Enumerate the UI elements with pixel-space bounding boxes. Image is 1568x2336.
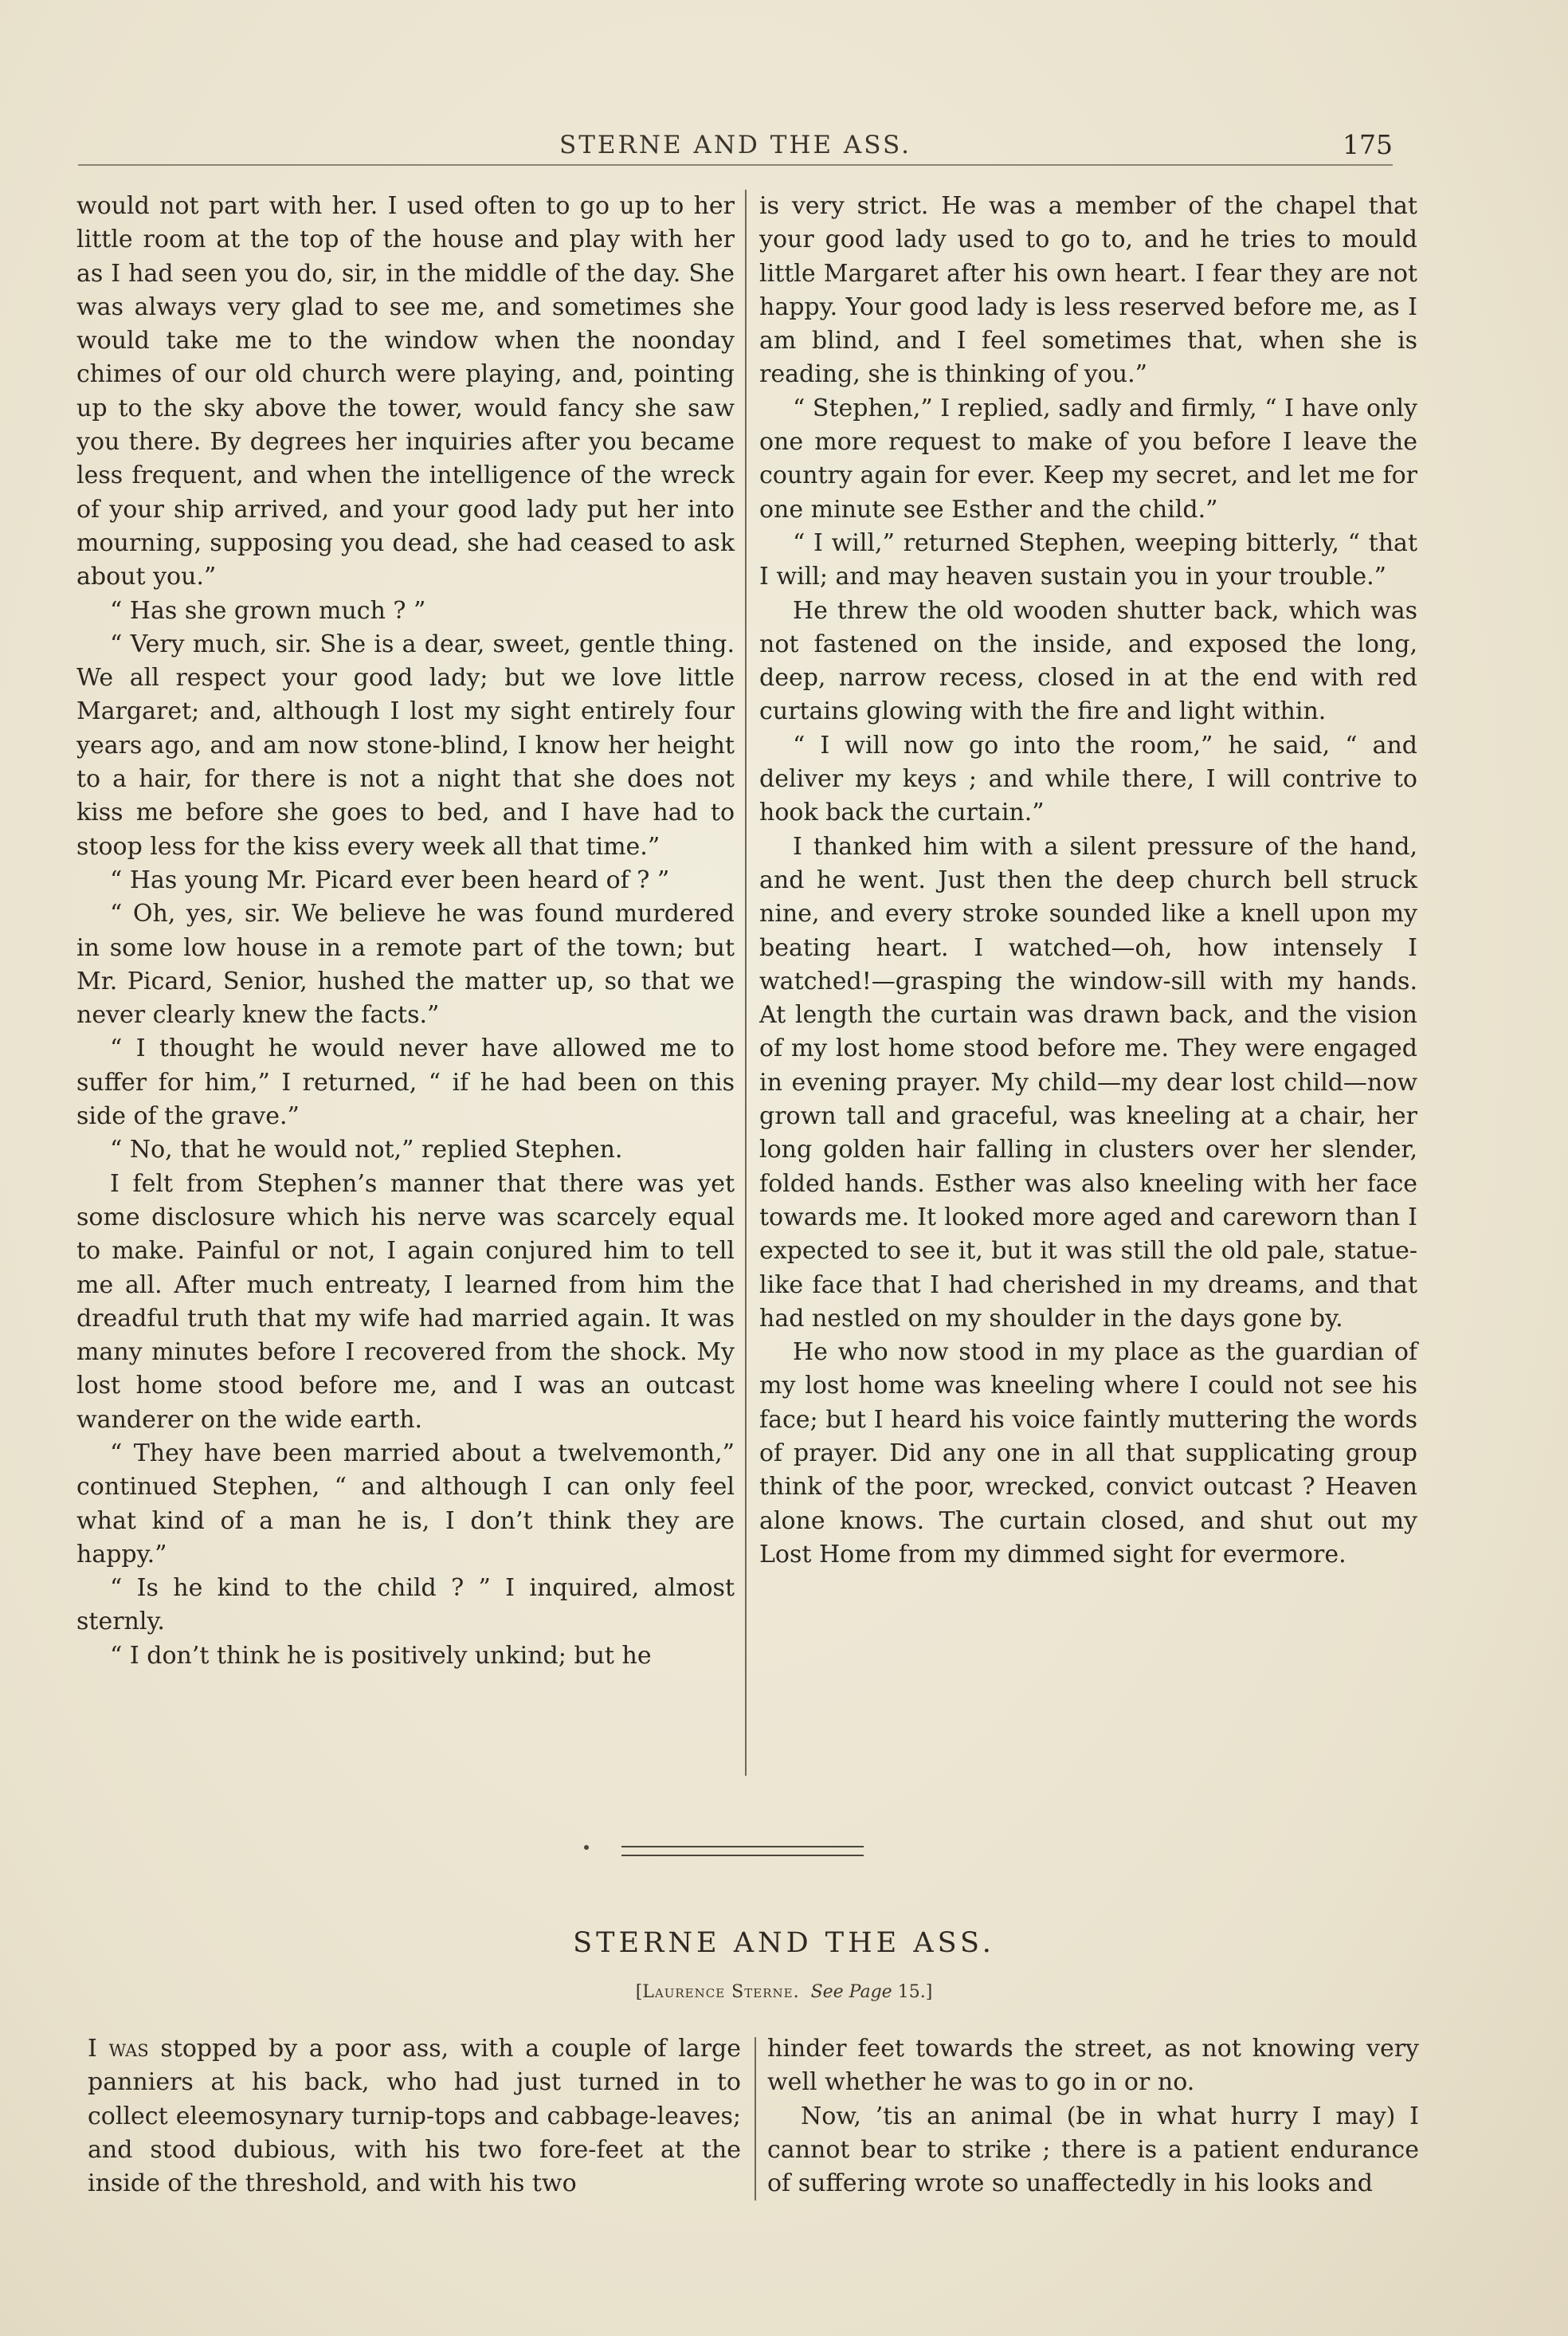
attribution-page: 15.]	[897, 1982, 933, 2002]
right-column	[759, 190, 1417, 1572]
paragraph: “ They have been married about a twelvemonth,” continued Stephen, “ and although I can only feel what kind of a man he is, I don’t think they are happy.”	[76, 1439, 735, 1568]
paragraph: He threw the old wooden shutter back, which was not fastened on the inside, and exposed the long, deep, narrow recess, closed in at the end with red curtains glowing with the fire and light within.	[759, 596, 1417, 726]
lead-text: stopped by a poor ass, with a couple of large panniers at his back, who had just turned in to collect eleemosynary turnip-tops and cabbage-leaves; and stood dubious, with his two fore-feet at the inside of the threshold, and with his two	[88, 2035, 741, 2198]
article-left-column	[88, 2032, 741, 2201]
paragraph: I felt from Stephen’s manner that there was yet some disclosure which his nerve was scarcely equal to make. Painful or not, I again conjured him to tell me all. After much entreaty, I learned from him the dreadful truth that my wife had married again. It was many minutes before I recovered from the shock. My lost home stood before me, and I was an outcast wanderer on the wide earth.	[76, 1169, 735, 1434]
paragraph: hinder feet towards the street, as not knowing very well whether he was to go in or no.	[767, 2035, 1419, 2097]
article-title: STERNE AND THE ASS.	[573, 1927, 995, 1959]
separator-dot	[584, 1845, 589, 1850]
separator-rule-bottom	[621, 1855, 864, 1856]
paragraph: I thanked him with a silent pressure of the hand, and he went. Just then the deep church bell struck nine, and every stroke sounded like a knell upon my beating heart. I watched—oh, how intensely I watched!—grasping the window-sill with my hands. At length the curtain was drawn back, and the vision of my lost home stood before me. They were engaged in evening prayer. My child—my dear lost child—now grown tall and graceful, was kneeling at a chair, her long golden hair falling in clusters over her slender, folded hands. Esther was also kneeling with her face towards me. It looked more aged and careworn than I expected to see it, but it was still the old pale, statue-like face that I had cherished in my dreams, and that had nestled on my shoulder in the days gone by.	[759, 832, 1417, 1333]
paragraph: “ Oh, yes, sir. We believe he was found murdered in some low house in a remote part of the town; but Mr. Picard, Senior, hushed the matter up, so that we never clearly knew the facts.”	[76, 900, 735, 1030]
paragraph: is very strict. He was a member of the chapel that your good lady used to go to, and he tries to mould little Margaret after his own heart. I fear they are not happy. Your good lady is less reserved before me, as I am blind, and I feel sometimes that, when she is reading, she is thinking of you.”	[759, 192, 1417, 389]
paragraph: “ Stephen,” I replied, sadly and firmly, “ I have only one more request to make of you before I leave the country again for ever. Keep my secret, and let me for one minute see Esther and the child.”	[759, 394, 1417, 524]
paragraph: “ I thought he would never have allowed me to suffer for him,” I returned, “ if he had been on this side of the grave.”	[76, 1035, 735, 1131]
attribution-author: Laurence Sterne.	[642, 1982, 800, 2002]
article-right-column	[767, 2032, 1419, 2201]
paragraph: “ No, that he would not,” replied Stephen.	[110, 1136, 623, 1164]
paragraph: Now, ’tis an animal (be in what hurry I may) I cannot bear to strike ; there is a patient endurance of suffering wrote so unaffectedly in his looks and	[767, 2102, 1419, 2198]
column-divider	[745, 190, 747, 1776]
paragraph	[88, 2032, 741, 2201]
paragraph: would not part with her. I used often to go up to her little room at the top of the house and play with her as I had seen you do, sir, in the middle of the day. She was always very glad to see me, and sometimes she would take me to the window when the noonday chimes of our old church were playing, and, pointing up to the sky above the tower, would fancy she saw you there. By degrees her inquiries after you became less frequent, and when the intelligence of the wreck of your ship arrived, and your good lady put her into mourning, supposing you dead, she had ceased to ask about you.”	[76, 192, 735, 591]
page-number: 175	[1343, 129, 1393, 160]
lead-smallcaps: was	[108, 2035, 149, 2063]
paragraph: “ I don’t think he is positively unkind; but he	[110, 1641, 652, 1670]
lead-letter: I	[88, 2035, 97, 2063]
paragraph: “ Has she grown much ? ”	[110, 596, 426, 625]
paragraph: “ Very much, sir. She is a dear, sweet, gentle thing. We all respect your good lady; but we love little Margaret; and, although I lost my sight entirely four years ago, and am now stone-blind, I know her height to a hair, for there is not a night that she does not kiss me before she goes to bed, and I have had to stoop less for the kiss every week all that time.”	[76, 630, 735, 861]
separator-rule-top	[621, 1846, 864, 1847]
paragraph: “ Is he kind to the child ? ” I inquired, almost sternly.	[76, 1574, 735, 1636]
attribution-ref: See Page	[810, 1982, 892, 2002]
left-column	[76, 190, 735, 1673]
attribution-open: [	[635, 1982, 643, 2002]
running-header	[78, 128, 1393, 166]
paragraph: He who now stood in my place as the guardian of my lost home was kneeling where I could not see his face; but I heard his voice faintly muttering the words of prayer. Did any one in all that supplicating group think of the poor, wrecked, convict outcast ? Heaven alone knows. The curtain closed, and shut out my Lost Home from my dimmed sight for evermore.	[759, 1338, 1417, 1568]
paragraph: “ I will,” returned Stephen, weeping bitterly, “ that I will; and may heaven sustain you in your trouble.”	[759, 528, 1417, 591]
paragraph: “ I will now go into the room,” he said, “ and deliver my keys ; and while there, I will contrive to hook back the curtain.”	[759, 731, 1417, 827]
attribution	[0, 1982, 1568, 2002]
running-title: STERNE AND THE ASS.	[559, 131, 911, 159]
article-column-divider	[755, 2037, 756, 2201]
paragraph: “ Has young Mr. Picard ever been heard of ? ”	[110, 866, 670, 894]
